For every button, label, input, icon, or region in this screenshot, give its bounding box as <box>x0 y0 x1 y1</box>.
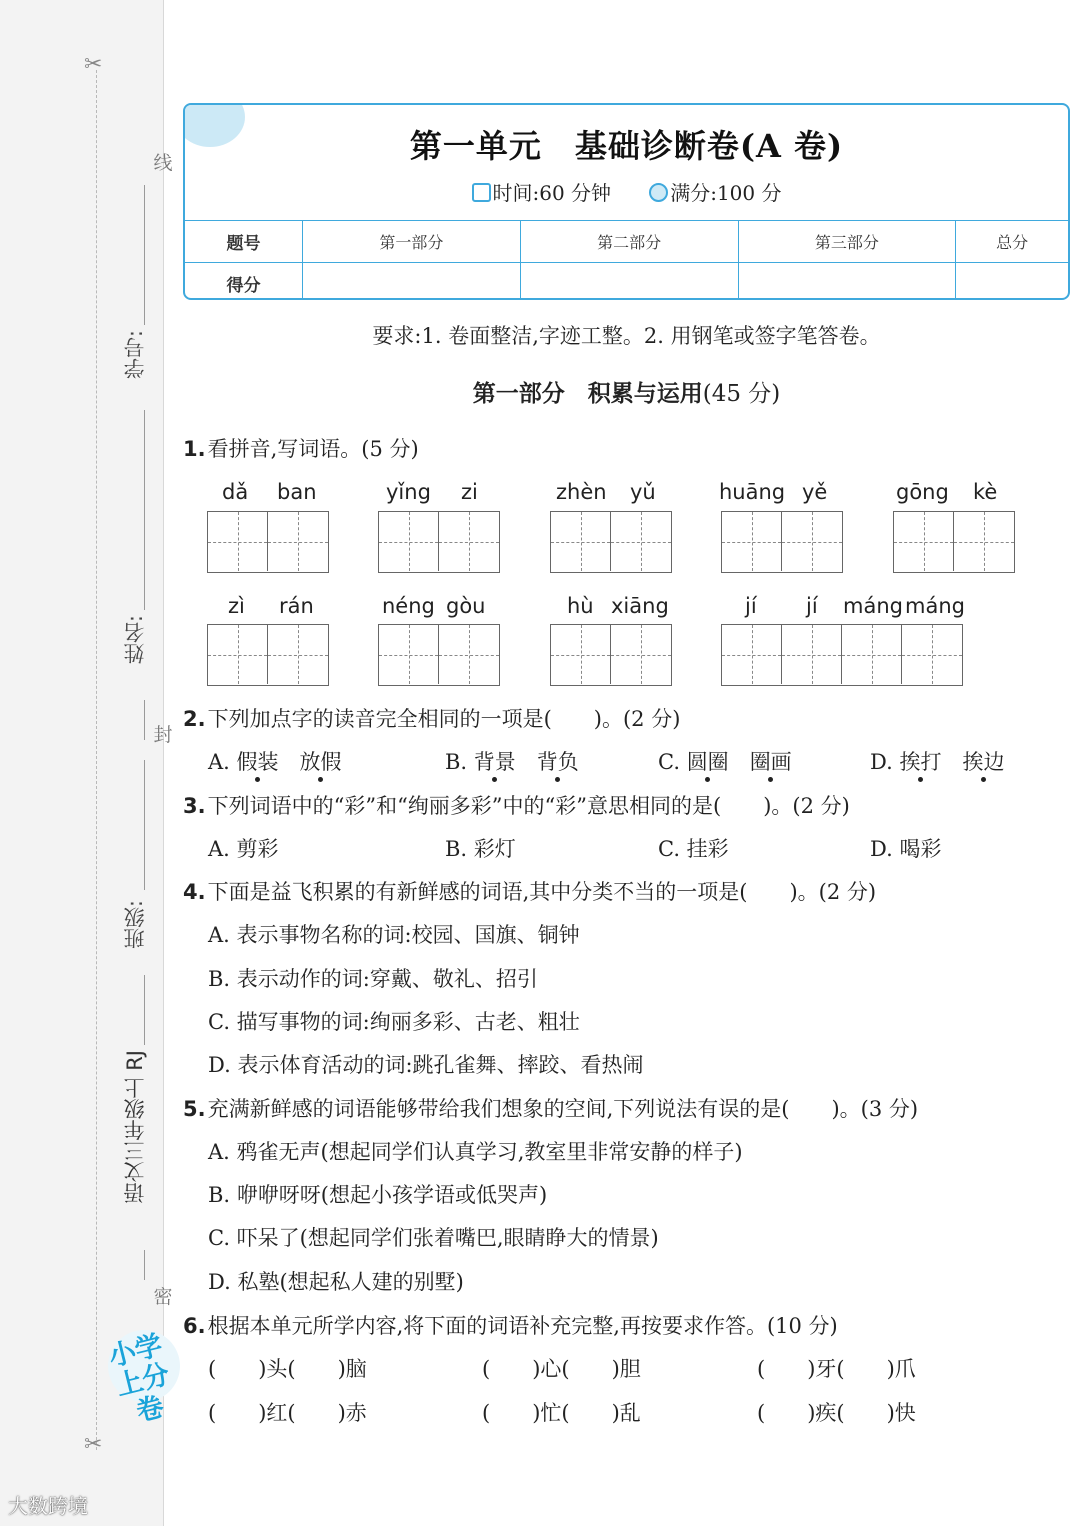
pinyin: kè <box>973 480 998 504</box>
writing-grid[interactable] <box>893 511 1015 573</box>
pinyin: gōng <box>896 480 949 504</box>
question-4 <box>183 876 876 906</box>
option-c[interactable] <box>658 746 792 776</box>
score-input-cell[interactable] <box>738 263 956 301</box>
option-d[interactable] <box>870 746 1004 776</box>
writing-grid[interactable] <box>378 511 500 573</box>
writing-grid[interactable] <box>550 624 672 686</box>
clock-icon <box>472 183 491 202</box>
fill-blank-item[interactable]: ( )忙( )乱 <box>482 1401 641 1425</box>
writing-grid[interactable] <box>721 624 963 686</box>
writing-grid[interactable] <box>550 511 672 573</box>
pinyin: yǐng <box>386 480 431 504</box>
student-id-line[interactable] <box>144 410 145 610</box>
series-badge-text: 小学上分卷 <box>105 1329 173 1428</box>
option-word: 放假 <box>299 750 342 774</box>
option-d[interactable]: D. 喝彩 <box>870 837 942 861</box>
score-table-cell: 第一部分 <box>303 221 521 263</box>
question-number: 2. <box>183 707 206 731</box>
writing-cell[interactable] <box>551 512 611 571</box>
writing-cell[interactable] <box>268 625 328 684</box>
writing-cell[interactable] <box>722 512 782 571</box>
score-icon <box>649 183 668 202</box>
pinyin: yě <box>802 480 828 504</box>
writing-cell[interactable] <box>842 625 902 684</box>
scissors-icon: ✂ <box>84 52 103 77</box>
question-text: 看拼音,写词语。(5 分) <box>207 437 419 461</box>
option-d[interactable]: D. 表示体育活动的词:跳孔雀舞、摔跤、看热闹 <box>208 1053 644 1077</box>
exam-title: 第一单元 基础诊断卷(A 卷) <box>409 127 844 165</box>
option-b[interactable]: B. 咿咿呀呀(想起小孩学语或低哭声) <box>208 1183 548 1207</box>
question-number: 6. <box>183 1314 206 1338</box>
pinyin: néng <box>382 594 435 618</box>
pinyin: yǔ <box>630 480 656 504</box>
question-number: 1. <box>183 437 206 461</box>
watermark: 大数跨境 <box>8 1494 88 1518</box>
question-2 <box>183 703 680 733</box>
option-b[interactable]: B. 彩灯 <box>445 837 516 861</box>
writing-cell[interactable] <box>954 512 1014 571</box>
pinyin: jí <box>745 594 757 618</box>
option-word: 背负 <box>536 750 579 774</box>
question-text: 下列加点字的读音完全相同的一项是( )。(2 分) <box>207 707 681 731</box>
exam-time: 时间:60 分钟 <box>492 181 612 205</box>
writing-grid[interactable] <box>207 511 329 573</box>
writing-cell[interactable] <box>611 625 671 684</box>
pinyin: dǎ <box>222 480 249 504</box>
score-table-cell: 第三部分 <box>738 221 956 263</box>
pinyin: xiāng <box>611 594 669 618</box>
writing-cell[interactable] <box>722 625 782 684</box>
question-number: 5. <box>183 1097 206 1121</box>
name-label: 姓名: <box>123 615 147 665</box>
class-label: 班级: <box>123 900 147 950</box>
pinyin: máng <box>843 594 903 618</box>
binding-strip <box>0 0 164 1526</box>
pinyin: ban <box>277 480 317 504</box>
part1-title: 第一部分 积累与运用 <box>472 380 703 407</box>
exam-meta <box>185 177 1068 206</box>
fill-blank-item[interactable]: ( )心( )胆 <box>482 1357 641 1381</box>
writing-cell[interactable] <box>894 512 954 571</box>
pinyin: zhèn <box>556 480 607 504</box>
option-b[interactable]: B. 表示动作的词:穿戴、敬礼、招引 <box>208 967 538 991</box>
option-word: 假装 <box>236 750 279 774</box>
score-table-cell: 总分 <box>956 221 1068 263</box>
binding-line <box>144 700 145 740</box>
pinyin: jí <box>806 594 818 618</box>
option-c[interactable]: C. 描写事物的词:绚丽多彩、古老、粗壮 <box>208 1010 580 1034</box>
pinyin: zi <box>461 480 478 504</box>
option-a[interactable]: A. 表示事物名称的词:校园、国旗、铜钟 <box>208 923 580 947</box>
writing-grid[interactable] <box>721 511 843 573</box>
name-line[interactable] <box>144 760 145 890</box>
writing-cell[interactable] <box>782 512 842 571</box>
fill-blank-item[interactable]: ( )头( )脑 <box>208 1357 367 1381</box>
writing-cell[interactable] <box>611 512 671 571</box>
option-a[interactable]: A. 鸦雀无声(想起同学们认真学习,教室里非常安静的样子) <box>208 1140 743 1164</box>
binding-char-mi: 密 <box>153 1286 173 1308</box>
writing-grid[interactable] <box>207 624 329 686</box>
option-letter: B. <box>445 750 468 774</box>
exam-full-score: 满分:100 分 <box>670 181 782 205</box>
class-line[interactable] <box>144 975 145 1045</box>
score-input-cell[interactable] <box>956 263 1068 301</box>
student-id-label: 学号: <box>123 330 147 380</box>
writing-cell[interactable] <box>208 625 268 684</box>
writing-cell[interactable] <box>782 625 842 684</box>
pinyin: máng <box>905 594 965 618</box>
scissors-icon: ✂ <box>84 1432 103 1457</box>
writing-cell[interactable] <box>208 512 268 571</box>
writing-cell[interactable] <box>379 625 439 684</box>
binding-char-feng: 封 <box>153 724 173 746</box>
writing-cell[interactable] <box>268 512 328 571</box>
exam-header <box>183 103 1070 300</box>
option-letter: A. <box>208 750 230 774</box>
score-table <box>185 220 1068 300</box>
option-word: 挨打 <box>899 750 942 774</box>
question-text: 充满新鲜感的词语能够带给我们想象的空间,下列说法有误的是( )。(3 分) <box>207 1097 919 1121</box>
question-text: 下面是益飞积累的有新鲜感的词语,其中分类不当的一项是( )。(2 分) <box>207 880 877 904</box>
subject-label: 语文三年级上 RJ <box>123 1050 147 1204</box>
fill-blank-item[interactable]: ( )牙( )爪 <box>757 1357 916 1381</box>
question-5 <box>183 1093 918 1123</box>
option-c[interactable]: C. 挂彩 <box>658 837 729 861</box>
score-table-cell: 题号 <box>185 221 303 263</box>
part1-points: (45 分) <box>702 381 781 407</box>
writing-cell[interactable] <box>551 625 611 684</box>
writing-cell[interactable] <box>902 625 962 684</box>
writing-cell[interactable] <box>439 625 499 684</box>
binding-char-xian: 线 <box>153 152 173 174</box>
question-text: 下列词语中的“彩”和“绚丽多彩”中的“彩”意思相同的是( )。(2 分) <box>207 794 850 818</box>
score-input-cell[interactable] <box>520 263 738 301</box>
writing-cell[interactable] <box>379 512 439 571</box>
pinyin: huāng <box>719 480 786 504</box>
binding-line <box>144 1250 145 1280</box>
option-word: 圆圈 <box>686 750 729 774</box>
option-a[interactable]: A. 剪彩 <box>208 837 279 861</box>
option-d[interactable]: D. 私塾(想起私人建的别墅) <box>208 1270 464 1294</box>
requirement-text: 要求:1. 卷面整洁,字迹工整。2. 用钢笔或签字笔答卷。 <box>372 324 881 348</box>
pinyin: zì <box>228 594 245 618</box>
cut-line <box>96 70 97 1450</box>
score-table-score-row <box>185 263 1068 301</box>
option-a[interactable] <box>208 746 342 776</box>
pinyin: hù <box>567 594 594 618</box>
question-3 <box>183 790 850 820</box>
question-text: 根据本单元所学内容,将下面的词语补充完整,再按要求作答。(10 分) <box>207 1314 838 1338</box>
fill-blank-item[interactable]: ( )红( )赤 <box>208 1401 367 1425</box>
score-table-cell: 得分 <box>185 263 303 301</box>
binding-line <box>144 185 145 325</box>
pinyin: rán <box>279 594 314 618</box>
option-letter: C. <box>658 750 680 774</box>
pinyin: gòu <box>446 594 486 618</box>
question-number: 3. <box>183 794 206 818</box>
option-word: 挨边 <box>962 750 1005 774</box>
part1-heading <box>183 375 1070 408</box>
question-6 <box>183 1310 838 1340</box>
writing-cell[interactable] <box>439 512 499 571</box>
option-b[interactable] <box>445 746 579 776</box>
fill-blank-item[interactable]: ( )疾( )快 <box>757 1401 916 1425</box>
option-letter: D. <box>870 750 893 774</box>
option-word: 圈画 <box>749 750 792 774</box>
score-table-cell: 第二部分 <box>520 221 738 263</box>
option-c[interactable]: C. 吓呆了(想起同学们张着嘴巴,眼睛睁大的情景) <box>208 1226 659 1250</box>
score-table-header-row <box>185 221 1068 263</box>
question-number: 4. <box>183 880 206 904</box>
writing-grid[interactable] <box>378 624 500 686</box>
score-input-cell[interactable] <box>303 263 521 301</box>
question-1 <box>183 433 419 463</box>
option-word: 背景 <box>473 750 516 774</box>
